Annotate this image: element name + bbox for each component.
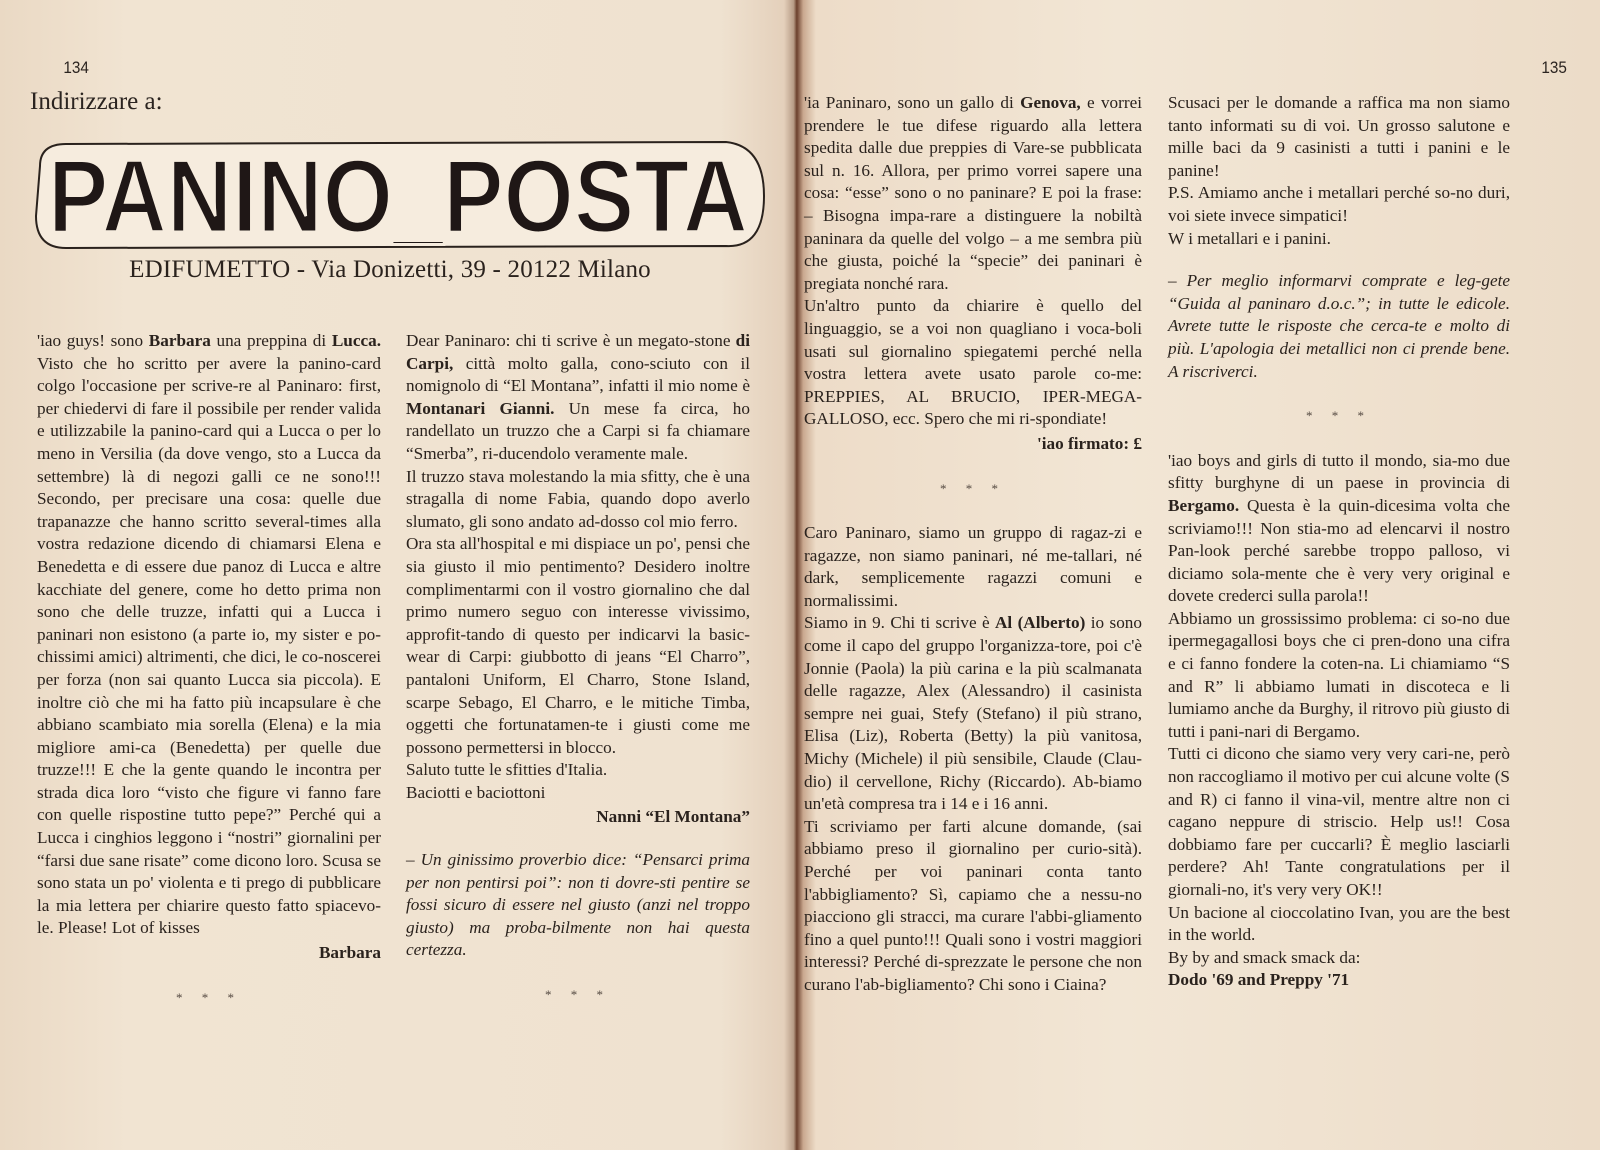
left-page — [0, 0, 792, 1150]
letter-paragraph: Tutti ci dicono che siamo very very cari-ne, però non raccogliamo il motivo per cui alcune volte (S and R) ci fanno il vina-vil, mentre altre non ci cagano neppure di striscio. Help us!! Cosa dobbiamo fare per cuccarli? È meglio lasciarli perdere? Ah! Tante congratulations per il giornali-no, it's very very OK!! — [1168, 744, 1510, 899]
address-label: Indirizzare a: — [30, 88, 163, 115]
letter-nanni — [406, 330, 750, 1007]
letter-paragraph: Abbiamo un grossissimo problema: ci so-no due ipermegagallosi boys che ci pren-dono una cifra e ci fanno fondere la coten-na. Li chiamiamo “S and R” li abbiamo lumati in discoteca e li lumiamo anche da Burghy, il ritrovo più giusto di tutti i pani-nari di Bergamo. — [1168, 608, 1510, 741]
letter-body: Dear Paninaro: chi ti scrive è un megato-stone di Carpi, città molto galla, cono-sciuto con il nomignolo di “El Montana”, infatti il mio nome è Montanari Gianni. Un mese fa circa, ho randellato un truzzo che a Carpi si fa chiamare “Smerba”, ri-ducendolo veramente male. — [406, 331, 750, 463]
page-number-left: 134 — [63, 58, 89, 77]
section-separator: * * * — [176, 989, 242, 1005]
letter-gruppo-and-bergamo — [1168, 92, 1510, 992]
letter-paragraph: Il truzzo stava molestando la mia sfitty, che è una stragalla di nome Fabia, quando dopo averlo slumato, gli sono andato ad-dosso col mio ferro. — [406, 466, 750, 531]
letter-paragraph: Baciotti e baciottoni — [406, 782, 546, 802]
letter-signature: Nanni “El Montana” — [596, 807, 750, 827]
letter-body: 'ia Paninaro, sono un gallo di Genova, e vorrei prendere le tue difese riguardo alla lettera spedita dalle due preppies di Vare-se pubblicata sul n. 16. Allora, per primo vorrei sapere una cosa: “esse” sono o no paninare? E poi la frase: – Bisogna impa-rare a distinguere la nobiltà paninara da quelle del volgo – a me sembra più che giusta, poiché la “specie” dei paninari è pregiata nonché rara. — [804, 93, 1142, 293]
letter-body: 'iao boys and girls di tutto il mondo, sia-mo due sfitty burghyne di un paese in provincia di Bergamo. Questa è la quin-dicesima volta che scriviamo!!! Non stia-mo ad elencarvi il nostro Pan-look perché sarebbe troppo palloso, vi diciamo sola-mente che è very very original e dovete crederci sulla parola!! — [1168, 450, 1510, 606]
letter-paragraph: Un'altro punto da chiarire è quello del linguaggio, se a voi non quagliano i voca-boli usati sul giornalino spiegatemi perché nella vostra lettera avete usato parole co-me: PREPPIES, AL BRUCIO, IPER-MEGA-GALLOSO, ecc. Spero che mi ri-spondiate! — [804, 296, 1142, 429]
letter-paragraph: Scusaci per le domande a raffica ma non siamo tanto informati su di voi. Un grosso salutone e mille baci da 9 casinisti a tutti i panini e le panine! — [1168, 93, 1510, 180]
letter-paragraph: P.S. Amiamo anche i metallari perché so-no duri, voi siete invece simpatici! — [1168, 183, 1510, 225]
letter-paragraph: Ora sta all'hospital e mi dispiace un po', pensi che sia giusto il mio pentimento? Desidero inoltre complimentarmi con il vostro giornalino che dal primo numero seguo con interesse vivissimo, approfit-tando di questo per indicarvi la basic-wear di Carpi: giubbotto di jeans “El Charro”, pantaloni Uniform, El Charro, Stone Island, scarpe Sebago, El Charro, e le mitiche Timba, oggetti che fortunatamen-te i giusti come me possono permettersi in blocco. — [406, 534, 750, 757]
section-separator: * * * — [940, 480, 1006, 496]
section-separator: * * * — [545, 987, 611, 1003]
page-number-right: 135 — [1541, 58, 1567, 77]
letter-genova-and-gruppo — [804, 92, 1142, 997]
letter-paragraph: Un bacione al cioccolatino Ivan, you are the best in the world. — [1168, 902, 1510, 945]
section-separator: * * * — [1306, 408, 1372, 424]
letter-paragraph: Saluto tutte le sfitties d'Italia. — [406, 760, 608, 780]
letter-paragraph: By by and smack smack da: — [1168, 947, 1361, 967]
letter-signature: Barbara — [318, 943, 381, 963]
panino-posta-logo — [26, 136, 770, 255]
editor-reply: – Per meglio informarvi comprate e leg-gete “Guida al paninaro d.o.c.”; in tutte le edicole. Avrete tutte le risposte che cerca-te e molto di più. L'apologia dei metallici non ci prende bene. A riscriverci. — [1168, 271, 1510, 381]
letter-body: 'iao guys! sono Barbara una preppina di Lucca. Visto che ho scritto per avere la panino-card colgo l'occasione per scrive-re al Paninaro: first, per chiedervi di fare il possibile per render valida e utilizzabile la panino-card qui a Lucca o per lo meno in Versilia (da dove vengo, sto a Lucca da settembre) là di negozi galli ce ne sono!!! Secondo, per precisare una cosa: quelle due trapanazze che hanno scritto several-times alla vostra redazione dicendo di chiamarsi Elena e Benedetta e di essere due panoz di Lucca e altre kacchiate del genere, come ho detto prima non sono che delle truzze, infatti qui a Lucca i paninari non esistono (a parte io, my sister e po-chissimi amici) altrimenti, che dici, le co-noscerei per forza (non sai quanto Lucca sia piccola). E inoltre ciò che mi ha fatto più incapsulare è che abbiano scambiato mia sorella (Elena) e la mia migliore ami-ca (Benedetta) per quelle due truzze!!! E che la gente quando le incontra per strada dica loro “visto che figure vi fanno fare con quelle rispostine tutto pepe?” Perché qui a Lucca i cinghios leggono i “nostri” giornalini per “farsi due sane risate” come dicono loro. Scusa se sono stata un po' violenta e ti prego di pubblicare la mia lettera per chiarire questo fatto spiacevo-le. Please! Lot of kisses — [37, 331, 381, 938]
letter-signature: Dodo '69 and Preppy '71 — [1168, 970, 1350, 990]
letter-paragraph: W i metallari e i panini. — [1168, 228, 1331, 248]
letter-signature: 'iao firmato: £ — [1036, 433, 1142, 453]
editorial-address: EDIFUMETTO - Via Donizetti, 39 - 20122 Milano — [129, 256, 651, 283]
letter-paragraph: Ti scriviamo per farti alcune domande, (sai abbiamo preso il giornalino per curio-sità). Perché per voi paninari conta tanto l'abbigliamento? Sì, capiamo che a nessu-no piacciono gli stracci, ma curare l'abbi-gliamento fino a quel punto!!! Quali sono i vostri maggiori interessi? Perché di-sprezzate le persone che non curano l'ab-bigliamento? Chi sono i Ciaina? — [804, 816, 1142, 994]
editor-reply: – Un ginissimo proverbio dice: “Pensarci prima per non pentirsi poi”: non ti dovre-sti pentire se fossi sicuro di essere nel giusto (anzi nel troppo giusto) ma proba-bilmente non hai questa certezza. — [406, 850, 750, 960]
letter-body: Siamo in 9. Chi ti scrive è Al (Alberto) io sono come il capo del gruppo l'organizza-tore, poi c'è Jonnie (Paola) la più carina e la più scalmanata delle ragazze, Alex (Alessandro) il casinista sempre nei guai, Stefy (Stefano) il più strano, Elisa (Liz), Roberta (Betty) la più vanitosa, Michy (Michele) il più sensibile, Claude (Clau-dio) il cervellone, Richy (Riccardo). Ab-biamo un'età compresa tra i 14 e i 16 anni. — [804, 613, 1142, 814]
letter-paragraph: Caro Paninaro, siamo un gruppo di ragaz-zi e ragazze, non siamo paninari, né me-tallari, né dark, semplicemente ragazzi comuni e normalissimi. — [804, 523, 1142, 610]
letter-barbara — [37, 330, 381, 1009]
logo-text: PANINO_POSTA — [48, 139, 748, 255]
